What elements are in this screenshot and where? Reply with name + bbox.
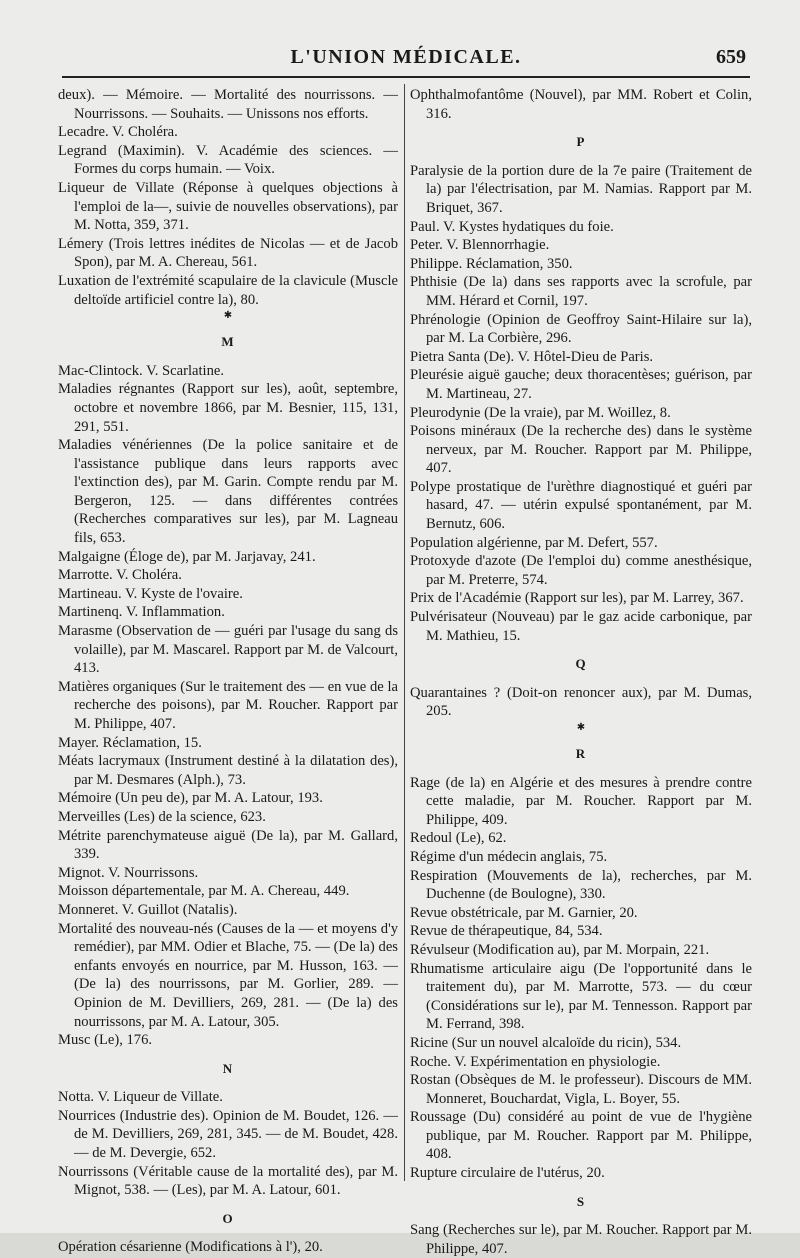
index-entry: Moisson départementale, par M. A. Chereau, 449. bbox=[58, 883, 350, 900]
index-entry: Prix de l'Académie (Rapport sur les), par M. Larrey, 367. bbox=[410, 590, 744, 607]
column-divider bbox=[404, 84, 405, 1181]
index-entry: Mortalité des nouveau-nés (Causes de la — et moyens d'y remédier), par MM. Odier et Blache, 75. — (De la) des enfants envoyés en nourrice, par M. Husson, 163. — (De la) des nourrissons, par M. Gorlier, 289. — Opinion de M. Devilliers, 269, 281. — (De la) des nourrissons, par M. A. Latour, 305. bbox=[58, 920, 398, 1030]
index-entry: Nourrices (Industrie des). Opinion de M. Boudet, 126. — de M. Devilliers, 269, 281, 345. — de M. Boudet, 428. — de M. Devergie, 652. bbox=[58, 1107, 398, 1162]
index-entry: Mignot. V. Nourrissons. bbox=[58, 864, 199, 881]
index-entry: Méats lacrymaux (Instrument destiné à la dilatation des), par M. Desmares (Alph.), 73. bbox=[58, 753, 398, 788]
section-ornament: ✱ bbox=[223, 310, 233, 322]
index-entry: Rhumatisme articulaire aigu (De l'opportunité dans le traitement du), par M. Marrotte, 573. — du cœur (Considérations sur le), par M. Tennesson. Rapport par M. Ferrand, 398. bbox=[410, 960, 752, 1033]
index-entry: Quarantaines ? (Doit-on renoncer aux), par M. Dumas, 205. bbox=[410, 684, 752, 720]
index-entry: Régime d'un médecin anglais, 75. bbox=[410, 848, 608, 865]
index-entry: Respiration (Mouvements de la), recherches, par M. Duchenne (de Boulogne), 330. bbox=[410, 867, 752, 903]
index-entry: Protoxyde d'azote (De l'emploi du) comme anesthésique, par M. Preterre, 574. bbox=[410, 553, 752, 588]
index-entry: Marasme (Observation de — guéri par l'usage du sang ds volaille), par M. Mascarel. Rapport par M. de Valcourt, 413. bbox=[58, 623, 398, 677]
index-entry: Merveilles (Les) de la science, 623. bbox=[58, 808, 266, 825]
index-entry: Maladies régnantes (Rapport sur les), août, septembre, octobre et novembre 1866, par M. Besnier, 115, 131, 291, 551. bbox=[58, 381, 398, 435]
index-entry: Roussage (Du) considéré au point de vue de l'hygiène publique, par M. Roucher. Rapport par M. Philippe, 408. bbox=[410, 1109, 752, 1163]
index-entry: Liqueur de Villate (Réponse à quelques objections à l'emploi de la—, suivie de nouvelles observations), par M. Notta, 359, 371. bbox=[58, 179, 398, 234]
index-entry: Mayer. Réclamation, 15. bbox=[58, 734, 202, 751]
index-entry: Ophthalmofantôme (Nouvel), par MM. Robert et Colin, 316. bbox=[410, 87, 752, 122]
section-letter: S bbox=[576, 1193, 586, 1209]
page-number: 659 bbox=[716, 46, 746, 68]
section-letter: O bbox=[222, 1210, 234, 1226]
left-column bbox=[58, 86, 398, 1257]
index-entry: Ricine (Sur un nouvel alcaloïde du ricin), 534. bbox=[410, 1034, 682, 1051]
index-entry: Mac-Clintock. V. Scarlatine. bbox=[58, 362, 225, 379]
section-letter: N bbox=[222, 1060, 234, 1076]
section-letter: Q bbox=[575, 656, 587, 672]
index-entry: Métrite parenchymateuse aiguë (De la), par M. Gallard, 339. bbox=[58, 827, 398, 863]
index-entry: Lémery (Trois lettres inédites de Nicolas — et de Jacob Spon), par M. A. Chereau, 561. bbox=[58, 235, 398, 271]
index-entry: Redoul (Le), 62. bbox=[410, 830, 507, 847]
running-header bbox=[62, 40, 750, 78]
journal-title: L'UNION MÉDICALE. bbox=[290, 46, 522, 68]
index-entry: Poisons minéraux (De la recherche des) dans le système nerveux, par M. Roucher. Rapport par M. Philippe, 407. bbox=[410, 423, 752, 477]
index-entry: Legrand (Maximin). V. Académie des sciences. — Formes du corps humain. — Voix. bbox=[58, 142, 398, 178]
index-entry: Monneret. V. Guillot (Natalis). bbox=[58, 901, 238, 918]
section-letter: P bbox=[576, 134, 586, 150]
index-entry: Lecadre. V. Choléra. bbox=[58, 124, 178, 141]
right-column bbox=[410, 86, 752, 1258]
index-entry: Marrotte. V. Choléra. bbox=[58, 567, 182, 584]
index-entry: Mémoire (Un peu de), par M. A. Latour, 193. bbox=[58, 790, 323, 807]
index-entry: Révulseur (Modification au), par M. Morpain, 221. bbox=[410, 941, 710, 958]
index-entry: Musc (Le), 176. bbox=[58, 1032, 153, 1049]
index-entry: Paul. V. Kystes hydatiques du foie. bbox=[410, 218, 614, 235]
index-entry: Pulvérisateur (Nouveau) par le gaz acide carbonique, par M. Mathieu, 15. bbox=[410, 609, 752, 644]
index-entry: Polype prostatique de l'urèthre diagnostiqué et guéri par hasard, 47. — utérin expulsé spontanément, par M. Bernutz, 606. bbox=[410, 478, 752, 533]
index-entry: Rage (de la) en Algérie et des mesures à prendre contre cette maladie, par M. Roucher. Rapport par M. Philippe, 409. bbox=[410, 774, 752, 828]
index-entry: Phrénologie (Opinion de Geoffroy Saint-Hilaire sur la), par M. La Corbière, 296. bbox=[410, 311, 752, 347]
index-entry: Pleurésie aiguë gauche; deux thoracentèses; guérison, par M. Martineau, 27. bbox=[410, 367, 752, 402]
index-entry: Malgaigne (Éloge de), par M. Jarjavay, 241. bbox=[58, 548, 316, 565]
index-entry: Population algérienne, par M. Defert, 557. bbox=[410, 534, 658, 551]
index-entry: Martinenq. V. Inflammation. bbox=[58, 604, 225, 621]
index-entry: Luxation de l'extrémité scapulaire de la clavicule (Muscle deltoïde artificiel contre la), 80. bbox=[58, 272, 398, 308]
index-entry: Revue obstétricale, par M. Garnier, 20. bbox=[410, 904, 638, 921]
index-entry: Opération césarienne (Modifications à l'), 20. bbox=[58, 1239, 323, 1256]
index-entry: Pleurodynie (De la vraie), par M. Woillez, 8. bbox=[410, 404, 671, 421]
index-entry: Paralysie de la portion dure de la 7e paire (Traitement de la) par l'électrisation, par M. Namias. Rapport par M. Briquet, 367. bbox=[410, 162, 752, 216]
index-entry: Maladies vénériennes (De la police sanitaire et de l'assistance publique dans leurs rapports avec l'extinction des), par M. Garin. Compte rendu par M. Bergeron, 125. — dans différentes contrées (Recherches comparatives sur les), par M. Lagneau fils, 653. bbox=[58, 437, 398, 547]
index-entry: Sang (Recherches sur le), par M. Roucher. Rapport par M. Philippe, 407. bbox=[410, 1222, 752, 1257]
index-entry: Rupture circulaire de l'utérus, 20. bbox=[410, 1165, 605, 1182]
index-entry: Roche. V. Expérimentation en physiologie. bbox=[410, 1053, 661, 1070]
index-entry: Revue de thérapeutique, 84, 534. bbox=[410, 923, 603, 940]
index-entry: Phthisie (De la) dans ses rapports avec la scrofule, par MM. Hérard et Cornil, 197. bbox=[410, 274, 752, 309]
index-entry: Peter. V. Blennorrhagie. bbox=[410, 237, 550, 254]
index-entry: Philippe. Réclamation, 350. bbox=[410, 255, 573, 272]
index-entry: Matières organiques (Sur le traitement des — en vue de la recherche des poisons), par M. Roucher. Rapport par M. Philippe, 407. bbox=[58, 678, 398, 732]
section-letter: R bbox=[575, 746, 587, 761]
section-ornament: ✱ bbox=[576, 722, 586, 733]
index-entry: deux). — Mémoire. — Mortalité des nourrissons. — Nourrissons. — Souhaits. — Unissons nos efforts. bbox=[58, 87, 398, 122]
index-entry: Pietra Santa (De). V. Hôtel-Dieu de Paris. bbox=[410, 348, 654, 365]
index-entry: Notta. V. Liqueur de Villate. bbox=[58, 1089, 223, 1106]
index-entry: Martineau. V. Kyste de l'ovaire. bbox=[58, 585, 243, 602]
index-entry: Nourrissons (Véritable cause de la mortalité des), par M. Mignot, 538. — (Les), par M. A. Latour, 601. bbox=[58, 1163, 398, 1199]
section-letter: M bbox=[221, 334, 235, 350]
index-entry: Rostan (Obsèques de M. le professeur). Discours de MM. Monneret, Bouchardat, Vigla, L. Boyer, 55. bbox=[410, 1072, 752, 1107]
